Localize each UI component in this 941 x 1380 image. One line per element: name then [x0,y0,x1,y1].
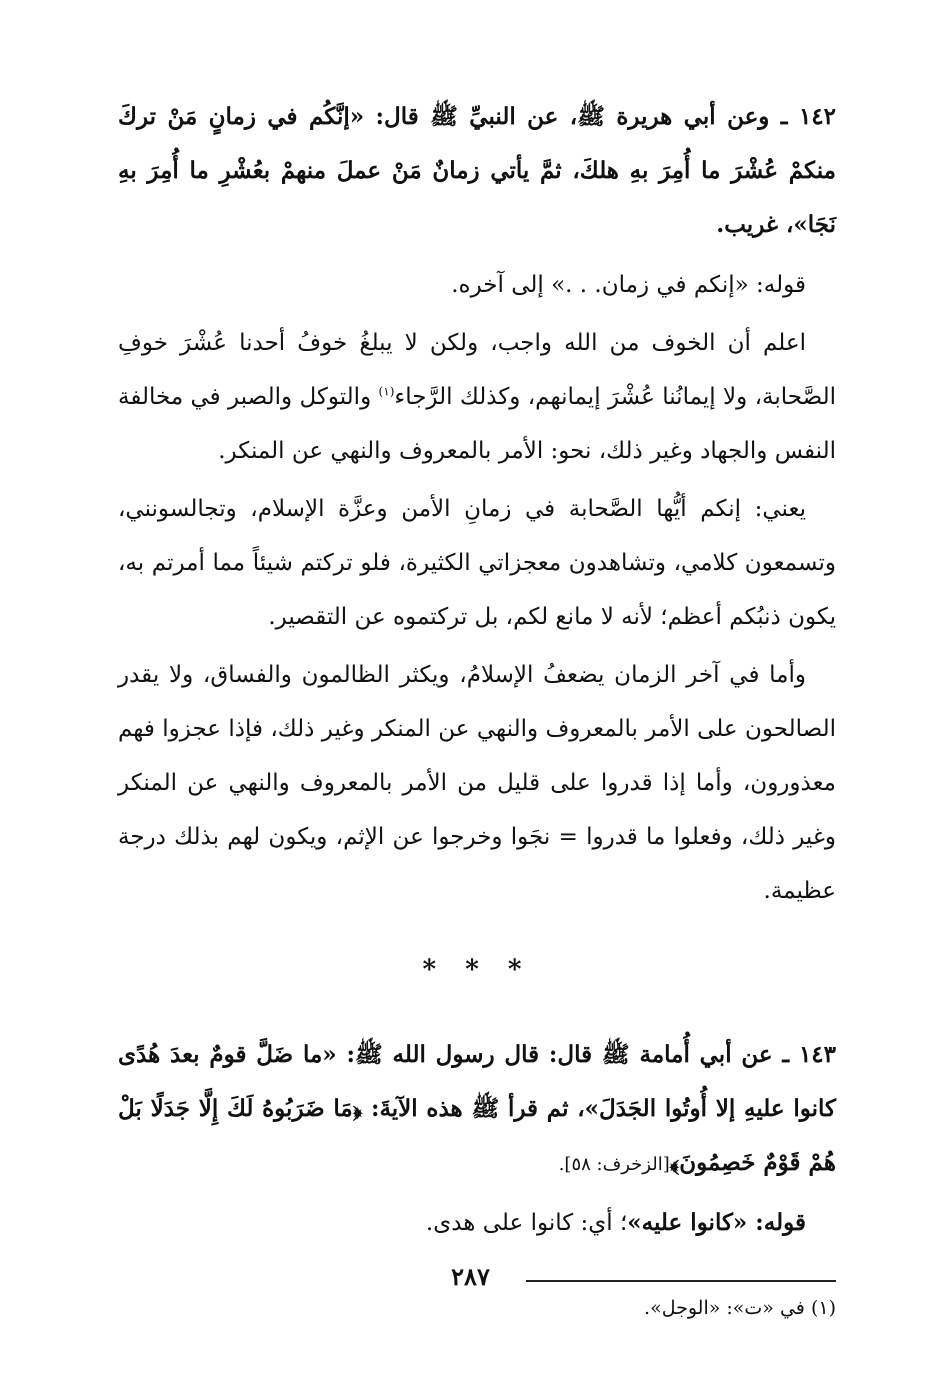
commentary-143 [118,1196,836,1250]
commentary-142-heading [118,258,836,312]
commentary-142-paragraph-2 [118,482,836,644]
footnote-number: (١) [810,1296,836,1319]
paragraph-2-text: يعني: إنكم أيُّها الصَّحابة في زمانِ الأمن وعزَّة الإسلام، وتجالسونني، وتسمعون كلامي، وتشاهدون معجزاتي الكثيرة، فلو تركتم شيئاً مما أمرتم به، يكون ذنبُكم أعظم؛ لأنه لا مانع لكم، بل تركتموه عن التقصير. [118,496,836,630]
section-separator: * * * [422,955,532,985]
page-number: ٢٨٧ [451,1262,490,1291]
page-body [118,90,836,1347]
hadith-142-text: ١٤٢ ـ وعن أبي هريرة ﷺ، عن النبيِّ ﷺ قال: «إنَّكُم في زمانٍ مَنْ تركَ منكمْ عُشْرَ ما أُمِرَ بهِ هلكَ، ثمَّ يأتي زمانٌ مَنْ عملَ منهمْ بعُشْرِ ما أُمِرَ بهِ نَجَا»، غريب. [118,103,836,238]
commentary-143-text: ؛ أي: كانوا على هدى. [425,1210,628,1236]
commentary-142-heading-text: قوله: «إنكم في زمان. . .» إلى آخره. [451,272,806,298]
hadith-143-text: ١٤٣ ـ عن أبي أُمامة ﷺ قال: قال رسول الله ﷺ: «ما ضَلَّ قومٌ بعدَ هُدًى كانوا عليهِ إلا أُوتُوا الجَدَلَ»، ثم قرأ ﷺ هذه الآيةَ: ﴿مَا ضَرَبُوهُ لَكَ إِلَّا جَدَلًا بَلْ هُمْ قَوْمٌ خَصِمُونَ﴾ [118,1041,836,1176]
footnote [118,1288,836,1328]
commentary-142-paragraph-1 [118,316,836,478]
paragraph-1-after: والتوكل والصبر في مخالفة النفس والجهاد وغير ذلك، نحو: الأمر بالمعروف والنهي عن المنكر. [118,384,836,464]
footnote-text: في «ت»: «الوجل». [644,1296,805,1319]
paragraph-3-text: وأما في آخر الزمان يضعفُ الإسلامُ، ويكثر الظالمون والفساق، ولا يقدر الصالحون على الأمر بالمعروف والنهي عن المنكر وغير ذلك، فإذا عجزوا فهم معذورون، وأما إذا قدروا على قليل من الأمر بالمعروف والنهي عن المنكر وغير ذلك، وفعلوا ما قدروا = نجَوا وخرجوا عن الإثم، ويكون لهم بذلك درجة عظيمة. [118,662,836,904]
paragraph-1-before: اعلم أن الخوف من الله واجب، ولكن لا يبلغُ خوفُ أحدنا عُشْرَ خوفِ الصَّحابة، ولا إيمانُنا عُشْرَ إيمانهم، وكذلك الرَّجاء [118,330,836,410]
quran-citation: [الزخرف: ٥٨]. [558,1154,670,1175]
hadith-143 [118,1028,836,1192]
commentary-142-paragraph-3 [118,648,836,918]
commentary-143-heading: قوله: «كانوا عليه» [627,1209,806,1236]
footnote-marker: (١) [378,384,395,399]
hadith-142 [118,90,836,252]
